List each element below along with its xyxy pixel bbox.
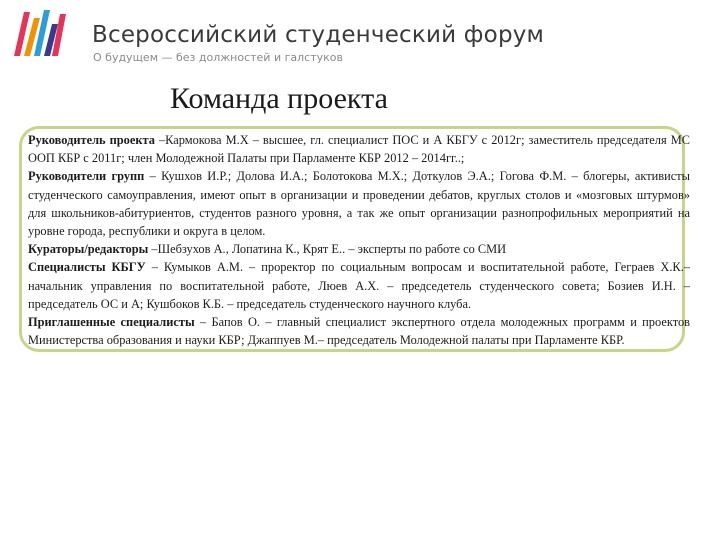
group-leaders-paragraph — [28, 167, 690, 240]
specialists-text: – Кумыков А.М. – проректор по социальным вопросам и воспитательной работе, Геграев Х.К.– начальник управления по воспитательной работе, Люев А.Х. – председетель студенческого совета; Бозиев И.Н. – председатель ОС и А; Кушбоков К.Б. – председатель студенческого научного клуба. — [28, 260, 690, 311]
forum-title: Всероссийский студенческий форум — [92, 22, 545, 48]
forum-logo — [8, 4, 68, 64]
group-leaders-text: – Кушхов И.Р.; Долова И.А.; Болотокова М.Х.; Доткулов Э.А.; Гогова Ф.М. – блогеры, активисты студенческого самоуправления, имеют опыт в организации и проведении дебатов, круглых столов и «мозговых штурмов» для школьников-абитуриентов, студентов разного уровня, а так же опыт организации разнопрофильных мероприятий на уровне города, республики и округа в целом. — [28, 169, 690, 239]
leader-paragraph — [28, 133, 690, 165]
curators-paragraph — [28, 240, 690, 258]
forum-subtitle: О будущем — без должностей и галстуков — [93, 51, 343, 64]
invited-label: Приглашенные специалисты — [28, 315, 195, 330]
group-leaders-label: Руководители групп — [28, 169, 145, 184]
team-description — [28, 131, 690, 349]
slide-title: Команда проекта — [170, 82, 388, 115]
leader-text: –Кармокова М.Х – высшее, гл. специалист ПОС и А КБГУ с 2012г; заместитель председателя МС ООП КБР с 2011г; член Молодежной Палаты при Парламенте КБР 2012 – 2014гг..; — [28, 133, 690, 166]
specialists-paragraph — [28, 258, 690, 313]
specialists-label: Специалисты КБГУ — [28, 260, 146, 275]
curators-label: Кураторы/редакторы — [28, 242, 149, 257]
invited-paragraph — [28, 313, 690, 349]
invited-text: – Бапов О. – главный специалист экспертного отдела молодежных программ и проектов Министерства образования и науки КБР; Джаппуев М.– председатель Молодежной палаты при Парламенте КБР. — [28, 315, 690, 348]
curators-text: –Шебзухов А., Лопатина К., Крят Е.. – эксперты по работе со СМИ — [148, 242, 507, 257]
leader-label: Руководитель проекта — [28, 133, 155, 147]
